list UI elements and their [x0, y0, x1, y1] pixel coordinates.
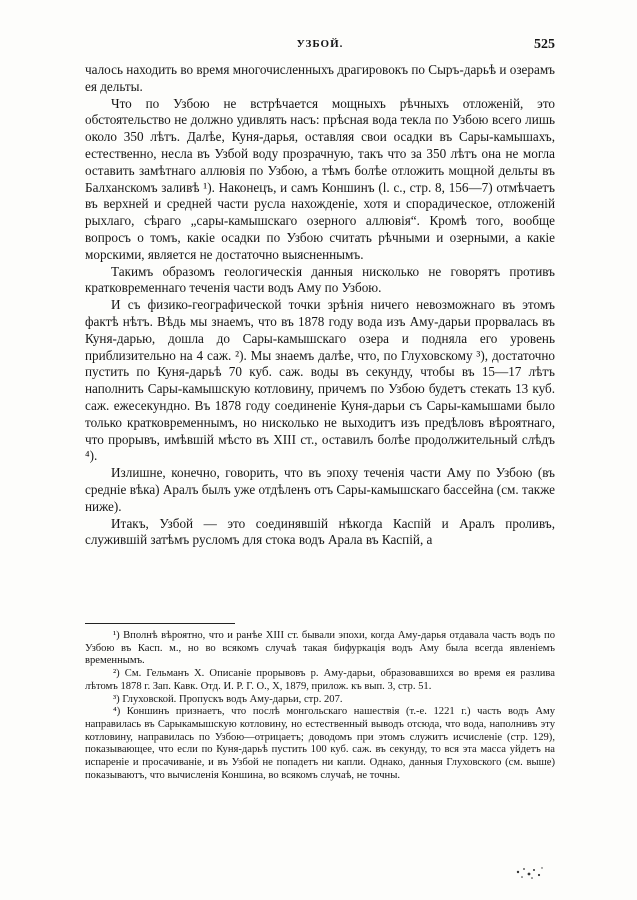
scan-smudge [512, 864, 546, 882]
footnote: ²) См. Гельманъ Х. Описаніе прорывовъ р. Аму-дарьи, образовавшихся во время ея разлива лѣтомъ 1878 г. Зап. Кавк. Отд. И. Р. Г. О., X, 1879, прилож. къ вып. 3, стр. 51. [85, 668, 555, 692]
paragraph: И съ физико-географической точки зрѣнія ничего невозможнаго въ этомъ фактѣ нѣтъ. Вѣдь мы знаемъ, что въ 1878 году вода изъ Аму-дарьи прорвалась въ Куня-дарью, дошла до Сары-камышскаго озера и подняла его уровень приблизительно на 4 саж. ²). Мы знаемъ далѣе, что, по Глуховскому ³), достаточно пустить по Куня-дарьѣ 70 куб. саж. воды въ секунду, чтобы въ 15—17 лѣтъ наполнить Сары-камышскую котловину, причемъ по Узбою будетъ стекать 13 куб. саж. ежесекундно. Въ 1878 году соединеніе Куня-дарьи съ Сары-камышами было только кратковременнымъ, но нисколько не выходитъ изъ предѣловъ вѣроятнаго, что прорывъ, имѣвшій мѣсто въ XIII ст., оставилъ болѣе продолжительный слѣдъ ⁴). [85, 297, 555, 464]
running-header [85, 38, 555, 56]
page-number: 525 [534, 37, 555, 52]
footnote-separator [85, 623, 235, 624]
footnotes [85, 630, 555, 782]
footnote: ¹) Вполнѣ вѣроятно, что и ранѣе XIII ст. бывали эпохи, когда Аму-дарья отдавала часть водъ по Узбою въ Касп. м., но во всякомъ случаѣ такая бифуркація водъ Аму была всегда явленіемъ временнымъ. [85, 630, 555, 667]
paragraph: Излишне, конечно, говорить, что въ эпоху теченія части Аму по Узбою (въ средніе вѣка) Аралъ былъ уже отдѣленъ отъ Сары-камышскаго бассейна (см. также ниже). [85, 465, 555, 514]
paragraph: чалось находить во время многочисленныхъ драгировокъ по Сыръ-дарьѣ и озерамъ ея дельты. [85, 62, 555, 94]
paragraph: Что по Узбою не встрѣчается мощныхъ рѣчныхъ отложеній, это обстоятельство не должно удивлять насъ: прѣсная вода текла по Узбою всего лишь около 350 лѣтъ. Далѣе, Куня-дарья, оставляя свои осадки въ Сары-камышахъ, естественно, несла въ Узбой воду прозрачную, такъ что за 350 лѣтъ она не могла оставить замѣтнаго аллювія по Узбою, а тѣмъ болѣе отложить мощной дельты въ Балханскомъ заливѣ ¹). Наконецъ, и самъ Коншинъ (l. c., стр. 8, 156—7) отмѣчаетъ въ верхней и средней части русла нахожденіе, хотя и спорадическое, отложеній рыхлаго, сѣраго „сары-камышскаго озерного аллювія“. Кромѣ того, вообще вопросъ о томъ, какіе осадки по Узбою считать рѣчными и озерными, а какіе морскими, является не достаточно выясненнымъ. [85, 95, 555, 262]
main-text [85, 62, 555, 549]
chapter-title: УЗБОЙ. [296, 38, 344, 50]
footnote: ³) Глуховской. Пропускъ водъ Аму-дарьи, стр. 207. [113, 693, 343, 705]
paragraph: Итакъ, Узбой — это соединявшій нѣкогда Каспій и Аралъ проливъ, служившій затѣмъ русломъ для стока водъ Арала въ Каспій, а [85, 515, 555, 548]
footnote: ⁴) Коншинъ признаетъ, что послѣ монгольскаго нашествія (т.-е. 1221 г.) часть водъ Аму направилась въ Сарыкамышскую котловину, но естественный выводъ отсюда, что вода, наполнивъ эту котловину, направилась по Узбою—отрицаетъ; доводомъ при этомъ служитъ исчисленіе (стр. 129), показывающее, что если по Куня-дарьѣ пустить 100 куб. саж. въ секунду, то вся эта масса уйдетъ на испареніе и просачиваніе, и въ Узбой не попадетъ ни капли. Однако, данныя Глуховского (см. выше) показываютъ, что вычисленія Коншина, во всякомъ случаѣ, не точны. [85, 706, 555, 781]
paragraph: Такимъ образомъ геологическія данныя нисколько не говорятъ противъ кратковременнаго теченія части водъ Аму по Узбою. [85, 263, 555, 296]
